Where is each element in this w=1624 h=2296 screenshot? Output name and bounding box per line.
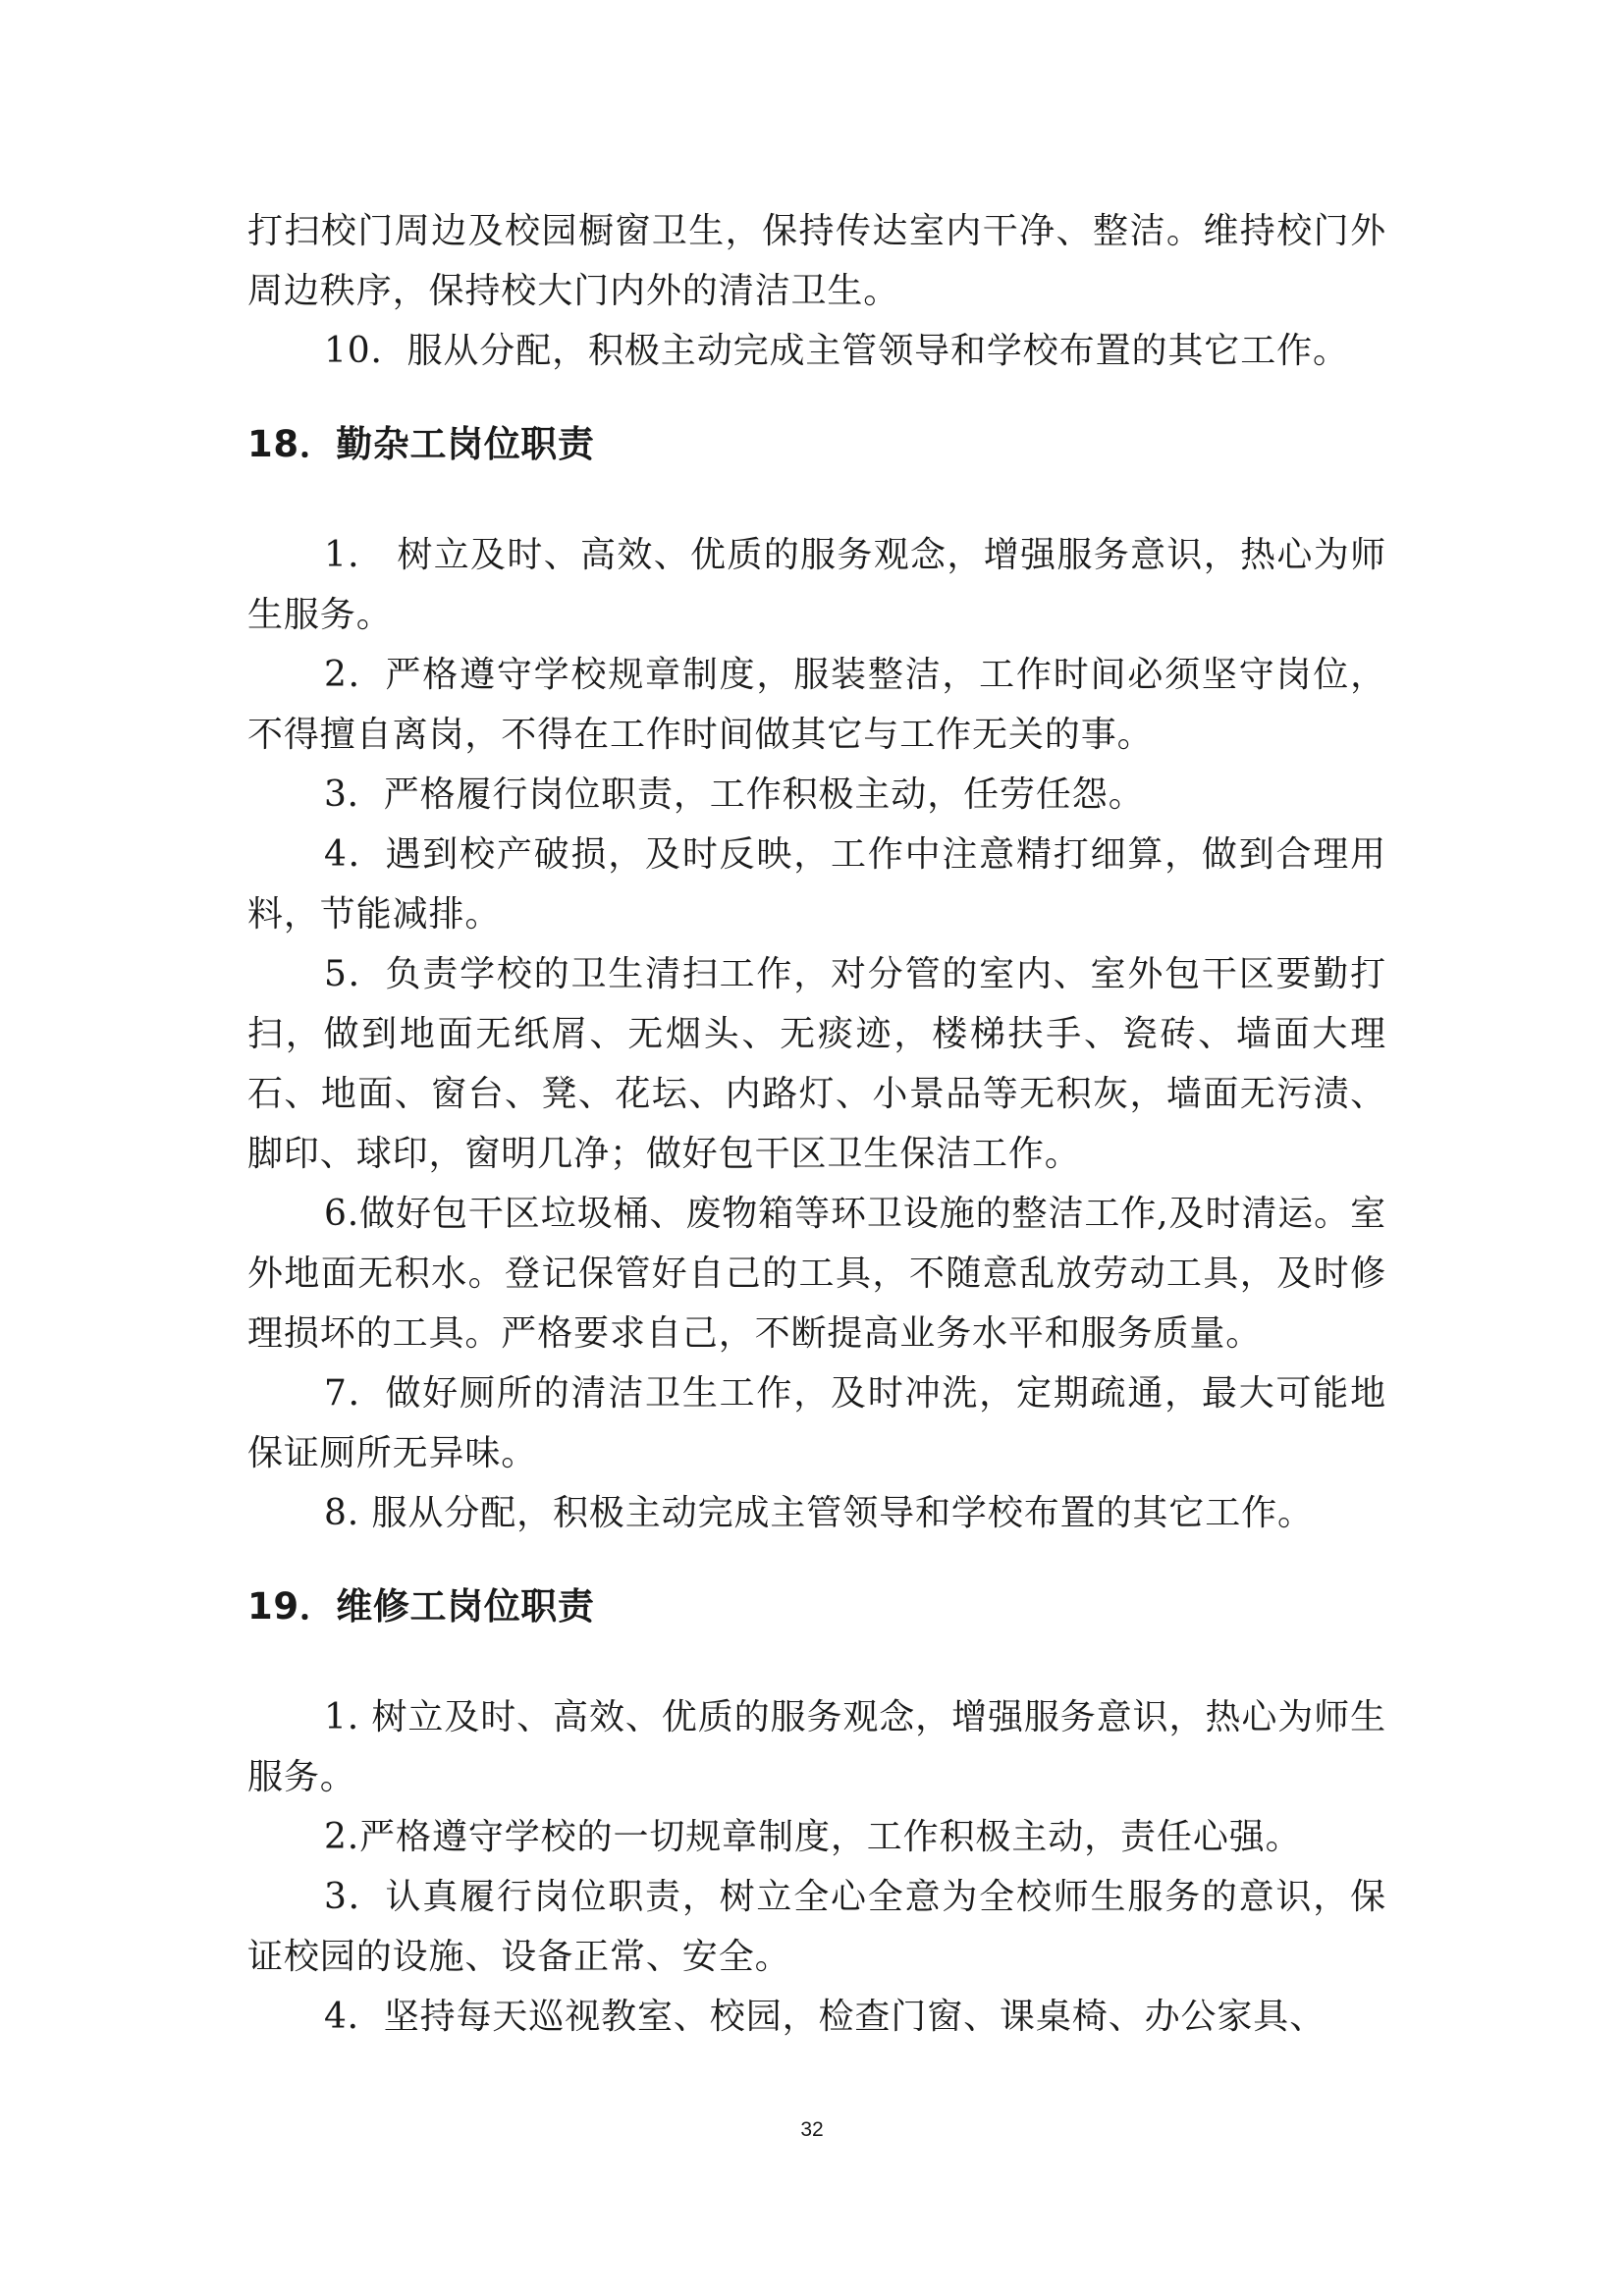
paragraph: 4．坚持每天巡视教室、校园，检查门窗、课桌椅、办公家具、 xyxy=(324,1997,1326,2037)
paragraph: 5．负责学校的卫生清扫工作，对分管的室内、室外包干区要勤打扫，做到地面无纸屑、无烟头、无痰迹，楼梯扶手、瓷砖、墙面大理石、地面、窗台、凳、花坛、内路灯、小景品等无积灰，墙面无污渍、脚印、球印，窗明几净；做好包干区卫生保洁工作。 xyxy=(247,954,1386,1174)
paragraph: 2．严格遵守学校规章制度，服装整洁，工作时间必须坚守岗位，不得擅自离岗，不得在工作时间做其它与工作无关的事。 xyxy=(247,655,1386,755)
paragraph: 1． 树立及时、高效、优质的服务观念，增强服务意识，热心为师生服务。 xyxy=(247,535,1386,635)
page-number: 32 xyxy=(800,2118,824,2141)
paragraph: 打扫校门周边及校园橱窗卫生，保持传达室内干净、整洁。维持校门外周边秩序，保持校大门内外的清洁卫生。 xyxy=(247,211,1386,311)
paragraph: 3．严格履行岗位职责，工作积极主动，任劳任怨。 xyxy=(324,774,1145,815)
paragraph: 7．做好厕所的清洁卫生工作，及时冲洗，定期疏通，最大可能地保证厕所无异味。 xyxy=(247,1373,1386,1473)
paragraph: 4．遇到校产破损，及时反映，工作中注意精打细算，做到合理用料，节能减排。 xyxy=(247,834,1386,934)
paragraph: 1. 树立及时、高效、优质的服务观念，增强服务意识，热心为师生服务。 xyxy=(247,1697,1386,1797)
section-heading: 18．勤杂工岗位职责 xyxy=(247,423,595,465)
paragraph: 6.做好包干区垃圾桶、废物箱等环卫设施的整洁工作,及时清运。室外地面无积水。登记保管好自己的工具，不随意乱放劳动工具，及时修理损坏的工具。严格要求自己，不断提高业务水平和服务质量。 xyxy=(247,1194,1386,1354)
paragraph: 10．服从分配，积极主动完成主管领导和学校布置的其它工作。 xyxy=(324,331,1349,371)
paragraph: 2.严格遵守学校的一切规章制度，工作积极主动，责任心强。 xyxy=(324,1817,1302,1857)
paragraph: 8. 服从分配，积极主动完成主管领导和学校布置的其它工作。 xyxy=(324,1493,1314,1533)
paragraph: 3．认真履行岗位职责，树立全心全意为全校师生服务的意识，保证校园的设施、设备正常、安全。 xyxy=(247,1877,1386,1977)
section-heading: 19．维修工岗位职责 xyxy=(247,1585,595,1628)
document-body xyxy=(247,201,1386,2047)
